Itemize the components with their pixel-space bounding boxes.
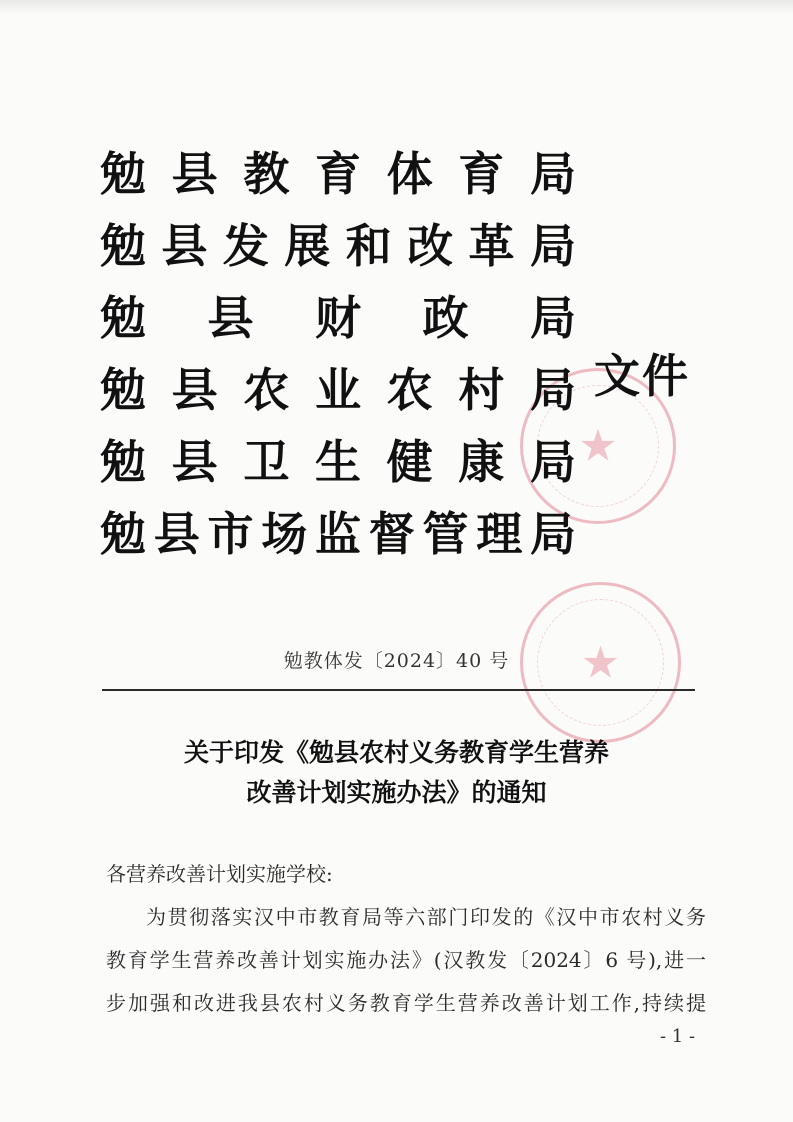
agency-char: 市 [207, 507, 254, 561]
agency-char: 县 [161, 219, 208, 273]
agency-char: 勉 [100, 147, 146, 201]
agency-char: 卫 [243, 435, 290, 489]
agency-char: 革 [468, 219, 515, 273]
title-line: 改善计划实施办法》的通知 [246, 778, 547, 807]
document-number: 勉教体发〔2024〕40 号 [283, 650, 510, 672]
agency-char: 康 [458, 435, 505, 489]
agency-char: 场 [261, 507, 308, 561]
agency-char: 体 [386, 147, 433, 201]
agency-char: 监 [315, 507, 361, 561]
agency-char: 勉 [100, 219, 146, 273]
agency-char: 育 [314, 147, 361, 201]
agency-char: 局 [530, 291, 576, 345]
agency-char: 县 [153, 507, 200, 561]
separator-rule [102, 689, 695, 691]
agency-char: 县 [207, 291, 254, 345]
agency-name [100, 210, 576, 282]
agency-char: 政 [422, 291, 469, 345]
agency-char: 农 [243, 363, 290, 417]
issuing-agencies [100, 138, 600, 570]
agency-char: 理 [476, 507, 523, 561]
agency-char: 勉 [100, 291, 146, 345]
agency-name [100, 282, 576, 354]
agency-char: 县 [171, 363, 218, 417]
agency-char: 财 [315, 291, 361, 345]
agency-char: 健 [386, 435, 433, 489]
body-line: 为贯彻落实汉中市教育局等六部门印发的《汉中市农村义务 [146, 905, 706, 929]
agency-char: 县 [171, 147, 218, 201]
seal-star-icon: ★ [580, 637, 621, 688]
agency-char: 局 [529, 219, 576, 273]
agency-char: 育 [458, 147, 505, 201]
agency-char: 管 [422, 507, 469, 561]
title-line: 关于印发《勉县农村义务教育学生营养 [183, 738, 609, 767]
agency-char: 村 [458, 363, 505, 417]
agency-name [100, 138, 576, 210]
body-line: 步加强和改进我县农村义务教育学生营养改善计划工作,持续提 [106, 991, 706, 1015]
agency-char: 局 [529, 435, 576, 489]
agency-name [100, 498, 576, 570]
agency-char: 勉 [100, 363, 146, 417]
file-word: 文件 [594, 349, 690, 403]
agency-char: 勉 [100, 507, 146, 561]
agency-char: 业 [314, 363, 361, 417]
agency-char: 局 [529, 147, 576, 201]
agency-char: 教 [243, 147, 290, 201]
document-title [0, 733, 793, 813]
body-line: 教育学生营养改善计划实施办法》(汉教发〔2024〕6 号),进一 [106, 948, 706, 972]
agency-name [100, 354, 576, 426]
agency-char: 农 [386, 363, 433, 417]
body-text [106, 853, 706, 1025]
agency-char: 县 [171, 435, 218, 489]
scan-edge [0, 0, 793, 14]
agency-char: 勉 [100, 435, 146, 489]
agency-char: 生 [314, 435, 361, 489]
seal-star-icon: ★ [578, 420, 618, 472]
agency-char: 展 [284, 219, 331, 273]
addressee: 各营养改善计划实施学校: [106, 862, 333, 886]
agency-char: 发 [222, 219, 269, 273]
agency-char: 改 [407, 219, 454, 273]
agency-char: 和 [345, 219, 392, 273]
page-number: - 1 - [660, 1026, 696, 1047]
agency-char: 督 [368, 507, 415, 561]
agency-char: 局 [530, 507, 576, 561]
agency-name [100, 426, 576, 498]
agency-char: 局 [529, 363, 576, 417]
